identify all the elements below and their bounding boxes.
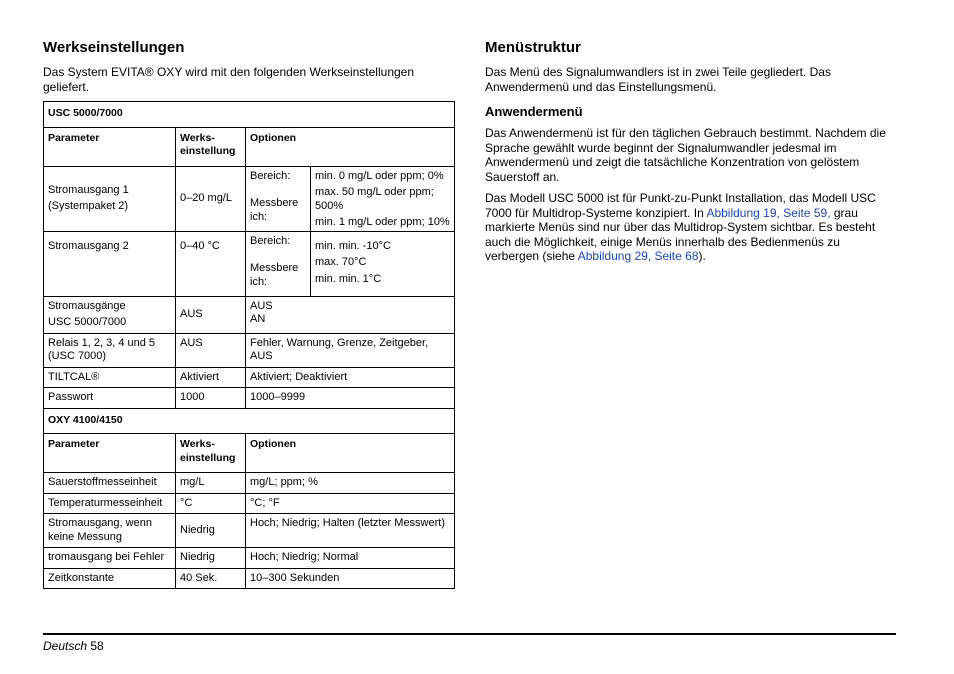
table-cell-param: Stromausgang 2: [44, 231, 176, 296]
table-section-usc: USC 5000/7000: [44, 102, 455, 128]
col-header-werks: Werks- einstellung: [176, 434, 246, 473]
table-cell-options: °C; °F: [246, 493, 455, 514]
table-cell-options: AUS AN: [246, 296, 455, 333]
col-header-optionen: Optionen: [246, 434, 455, 473]
table-cell-options: 10–300 Sekunden: [246, 568, 455, 589]
table-cell-werks: 0–40 °C: [176, 231, 246, 296]
table-cell-werks: 0–20 mg/L: [176, 166, 246, 231]
table-cell-werks: mg/L: [176, 473, 246, 494]
section-title-werkseinstellungen: Werkseinstellungen: [43, 39, 185, 56]
table-cell-options: Hoch; Niedrig; Normal: [246, 548, 455, 569]
table-cell-param: Zeitkonstante: [44, 568, 176, 589]
table-cell-werks: AUS: [176, 333, 246, 367]
page-number: 58: [90, 639, 104, 653]
table-cell-param: Passwort: [44, 388, 176, 409]
table-cell-param: tromausgang bei Fehler: [44, 548, 176, 569]
anwendermenue-paragraph-1: Das Anwendermenü ist für den täglichen Gebrauch bestimmt. Nachdem die Sprache gewählt wurde beginnt der Signalumwandler jedesmal im Anwendermenü und zeigt die tatsächliche Konzentration von gelöstem Sauerstoff an.: [485, 126, 886, 184]
table-cell-options: mg/L; ppm; %: [246, 473, 455, 494]
table-cell-werks: Niedrig: [176, 514, 246, 548]
table-cell-param: Relais 1, 2, 3, 4 und 5 (USC 7000): [44, 333, 176, 367]
anwendermenue-paragraph-2: Das Modell USC 5000 ist für Punkt-zu-Punkt Installation, das Modell USC 7000 für Multidrop-Systeme konzipiert. In Abbildung 19, Seite 59, grau markierte Menüs sind nur über das Multidrop-System sichtbar. Es besteht auch die Möglichkeit, einige Menüs innerhalb des Bedienmenüs zu verbergen (siehe Abbildung 29, Seite 68).: [485, 191, 876, 263]
left-column: [43, 38, 455, 589]
table-cell-param: Stromausgänge USC 5000/7000: [44, 296, 176, 333]
table-cell-param: Stromausgang, wenn keine Messung: [44, 514, 176, 548]
col-header-parameter: Parameter: [44, 434, 176, 473]
table-cell-options: Fehler, Warnung, Grenze, Zeitgeber, AUS: [246, 333, 455, 367]
col-header-optionen: Optionen: [246, 127, 455, 166]
menu-intro-text: Das Menü des Signalumwandlers ist in zwei Teile gegliedert. Das Anwendermenü und das Einstellungsmenü.: [485, 65, 831, 94]
table-cell-werks: 1000: [176, 388, 246, 409]
table-cell-param: Stromausgang 1 (Systempaket 2): [44, 166, 176, 231]
table-cell-param: TILTCAL®: [44, 367, 176, 388]
table-cell-werks: Niedrig: [176, 548, 246, 569]
page-footer: [43, 639, 104, 653]
table-cell-werks: Aktiviert: [176, 367, 246, 388]
table-cell-param: Temperaturmesseinheit: [44, 493, 176, 514]
table-cell-options: Hoch; Niedrig; Halten (letzter Messwert): [246, 514, 455, 548]
table-cell-param: Sauerstoffmesseinheit: [44, 473, 176, 494]
subsection-title-anwendermenue: Anwendermenü: [485, 104, 583, 119]
footer-language: Deutsch: [43, 639, 88, 653]
section-title-menuestruktur: Menüstruktur: [485, 39, 581, 56]
table-cell-options: Aktiviert; Deaktiviert: [246, 367, 455, 388]
table-cell-options: Bereich: Messbere ich: min. min. -10°C max. 70°C min. min. 1°C: [246, 231, 455, 296]
table-cell-options: 1000–9999: [246, 388, 455, 409]
col-header-werks: Werks- einstellung: [176, 127, 246, 166]
footer-divider: [43, 633, 896, 635]
intro-text: Das System EVITA® OXY wird mit den folgenden Werkseinstellungen geliefert.: [43, 65, 415, 94]
link-abbildung-19[interactable]: Abbildung 19, Seite 59,: [706, 205, 831, 220]
table-cell-werks: AUS: [176, 296, 246, 333]
table-cell-options: Bereich: Messbere ich: min. 0 mg/L oder ppm; 0% max. 50 mg/L oder ppm; 500% min. 1 mg/L oder ppm; 10%: [246, 166, 455, 231]
table-cell-werks: °C: [176, 493, 246, 514]
right-column: [485, 38, 897, 271]
link-abbildung-29[interactable]: Abbildung 29, Seite 68: [577, 249, 699, 263]
table-section-oxy: OXY 4100/4150: [44, 408, 455, 434]
factory-settings-table: [43, 101, 455, 589]
col-header-parameter: Parameter: [44, 127, 176, 166]
table-cell-werks: 40 Sek.: [176, 568, 246, 589]
